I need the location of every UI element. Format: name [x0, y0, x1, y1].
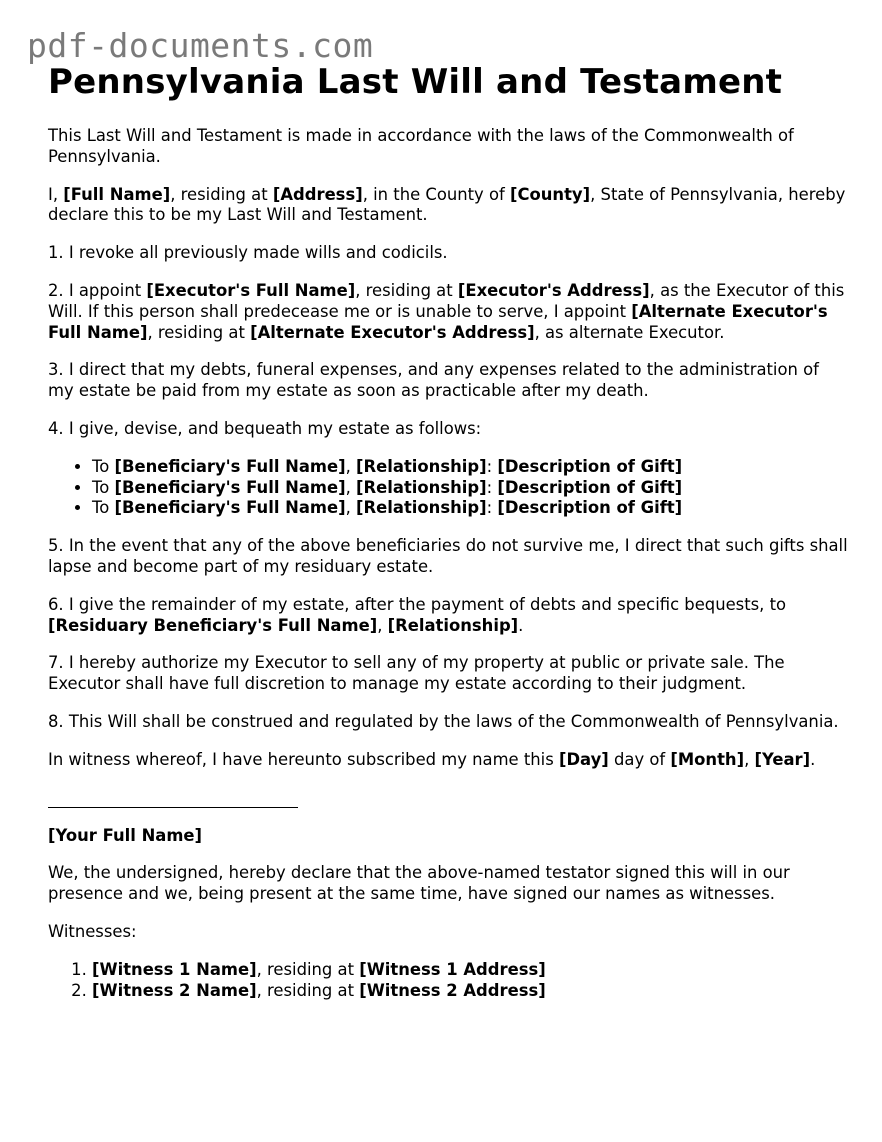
clause-8: 8. This Will shall be construed and regulated by the laws of the Commonwealth of Pennsylvania.: [48, 711, 839, 731]
clause-7: 7. I hereby authorize my Executor to sell any of my property at public or private sale. The Executor shall have full discretion to manage my estate according to their judgment.: [48, 653, 785, 694]
text: , residing at: [355, 280, 458, 300]
document-page: [48, 62, 848, 1018]
county-placeholder: [County]: [509, 184, 591, 204]
witness-item: [92, 960, 848, 981]
executor-address-placeholder: [Executor's Address]: [457, 280, 650, 300]
text: To: [92, 477, 115, 497]
witness-clause: [48, 750, 848, 771]
witness-address-placeholder: [Witness 1 Address]: [359, 959, 546, 979]
text: .: [518, 615, 524, 635]
gift-placeholder: [Description of Gift]: [497, 456, 683, 476]
text: , State of Pennsylvania, hereby declare this to be my Last Will and Testament.: [48, 184, 846, 225]
relationship-placeholder: [Relationship]: [387, 615, 519, 635]
witness-list: [48, 960, 848, 1002]
year-placeholder: [Year]: [754, 749, 811, 769]
witness-name-placeholder: [Witness 1 Name]: [92, 959, 257, 979]
clause-4: 4. I give, devise, and bequeath my estate as follows:: [48, 418, 482, 438]
text: ,: [744, 749, 755, 769]
bequest-list: [48, 457, 848, 519]
bequest-item: [92, 478, 848, 499]
relationship-placeholder: [Relationship]: [356, 498, 487, 518]
text: To: [92, 498, 115, 518]
text: .: [810, 749, 816, 769]
text: In witness whereof, I have hereunto subscribed my name this: [48, 749, 559, 769]
residuary-name-placeholder: [Residuary Beneficiary's Full Name]: [48, 615, 378, 635]
day-placeholder: [Day]: [558, 749, 609, 769]
text: 2. I appoint: [48, 280, 147, 300]
address-placeholder: [Address]: [272, 184, 363, 204]
clause-2: [48, 281, 848, 343]
executor-name-placeholder: [Executor's Full Name]: [146, 280, 356, 300]
alt-executor-name-placeholder: [Alternate Executor's Full Name]: [48, 301, 828, 342]
text: , residing at: [170, 184, 273, 204]
your-name-placeholder: [Your Full Name]: [48, 825, 203, 845]
beneficiary-placeholder: [Beneficiary's Full Name]: [114, 498, 346, 518]
relationship-placeholder: [Relationship]: [356, 477, 487, 497]
clause-6: [48, 595, 848, 637]
text: :: [486, 498, 498, 518]
declaration-paragraph: [48, 185, 848, 227]
full-name-placeholder: [Full Name]: [63, 184, 171, 204]
beneficiary-placeholder: [Beneficiary's Full Name]: [114, 477, 346, 497]
witness-address-placeholder: [Witness 2 Address]: [359, 980, 546, 1000]
text: ,: [345, 498, 357, 518]
text: ,: [345, 477, 357, 497]
beneficiary-placeholder: [Beneficiary's Full Name]: [114, 456, 346, 476]
clause-1: 1. I revoke all previously made wills and codicils.: [48, 243, 448, 263]
text: ,: [345, 456, 357, 476]
gift-placeholder: [Description of Gift]: [497, 477, 683, 497]
month-placeholder: [Month]: [670, 749, 745, 769]
text: , as alternate Executor.: [534, 322, 725, 342]
text: :: [486, 477, 498, 497]
text: , as the Executor of this Will. If this person shall predecease me or is unable to serve, I appoint: [48, 280, 845, 321]
bequest-item: [92, 498, 848, 519]
clause-3: 3. I direct that my debts, funeral expenses, and any expenses related to the administration of my estate be paid from my estate as soon as practicable after my death.: [48, 360, 819, 401]
document-title: Pennsylvania Last Will and Testament: [48, 62, 783, 102]
text: , in the County of: [362, 184, 510, 204]
signature-line: [48, 807, 298, 808]
witness-name-placeholder: [Witness 2 Name]: [92, 980, 257, 1000]
text: , residing at: [256, 959, 360, 979]
text: :: [486, 456, 498, 476]
intro-paragraph: This Last Will and Testament is made in accordance with the laws of the Commonwealth of Pennsylvania.: [48, 126, 794, 166]
relationship-placeholder: [Relationship]: [356, 456, 487, 476]
witness-item: [92, 981, 848, 1002]
watermark: pdf-documents.com: [27, 26, 374, 65]
gift-placeholder: [Description of Gift]: [497, 498, 683, 518]
text: , residing at: [147, 322, 251, 342]
bequest-item: [92, 457, 848, 478]
attestation-paragraph: We, the undersigned, hereby declare that the above-named testator signed this will in our presence and we, being present at the same time, have signed our names as witnesses.: [48, 863, 790, 904]
alt-executor-address-placeholder: [Alternate Executor's Address]: [250, 322, 535, 342]
signature-name: [48, 826, 848, 847]
text: To: [92, 456, 115, 476]
witnesses-label: Witnesses:: [48, 921, 137, 941]
text: 6. I give the remainder of my estate, after the payment of debts and specific bequests, to: [48, 594, 787, 614]
clause-5: 5. In the event that any of the above beneficiaries do not survive me, I direct that such gifts shall lapse and become part of my residuary estate.: [48, 536, 848, 576]
text: ,: [377, 615, 388, 635]
text: I,: [48, 184, 64, 204]
text: , residing at: [256, 980, 360, 1000]
text: day of: [608, 749, 671, 769]
